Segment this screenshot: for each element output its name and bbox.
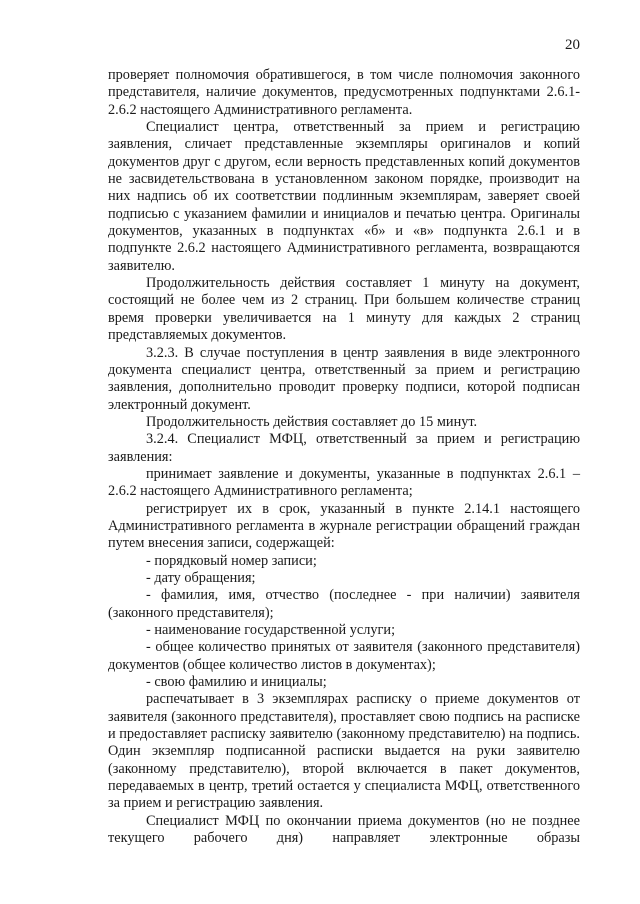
paragraph: принимает заявление и документы, указанные в подпунктах 2.6.1 – 2.6.2 настоящего Административного регламента; xyxy=(108,465,580,500)
paragraph: - дату обращения; xyxy=(146,569,256,586)
paragraph: - общее количество принятых от заявителя (законного представителя) документов (общее количество листов в документах); xyxy=(108,639,580,673)
paragraph: 3.2.4. Специалист МФЦ, ответственный за прием и регистрацию заявления: xyxy=(108,431,580,465)
paragraph: регистрирует их в срок, указанный в пункте 2.14.1 настоящего Административного регламента в журнале регистрации обращений граждан путем внесения записи, содержащей: xyxy=(108,500,580,552)
paragraph: 3.2.3. В случае поступления в центр заявления в виде электронного документа специалист центра, ответственный за прием и регистрацию заявления, дополнительно проводит проверку подписи, которой подписан электронный документ. xyxy=(108,344,580,413)
paragraph: распечатывает в 3 экземплярах расписку о приеме документов от заявителя (законного представителя), проставляет свою подпись на расписке и предоставляет расписку заявителю (законному представителю) на подпись. Один экземпляр подписанной расписки выдается на руки заявителю (законному представителю), второй включается в пакет документов, передаваемых в центр, третий остается у специалиста МФЦ, ответственного за прием и регистрацию заявления. xyxy=(108,691,580,812)
paragraph: Специалист МФЦ по окончании приема документов (но не позднее текущего рабочего дня) направляет электронные образы xyxy=(108,812,580,847)
paragraph: - наименование государственной услуги; xyxy=(146,622,396,638)
document-body xyxy=(108,67,580,847)
paragraph: - фамилия, имя, отчество (последнее - при наличии) заявителя (законного представителя); xyxy=(108,587,580,621)
paragraph: проверяет полномочия обратившегося, в том числе полномочия законного представителя, наличие документов, предусмотренных подпунктами 2.6.1-2.6.2 настоящего Административного регламента. xyxy=(108,67,580,118)
page-number: 20 xyxy=(565,37,580,53)
paragraph: Продолжительность действия составляет 1 минуту на документ, состоящий не более чем из 2 страниц. При большем количестве страниц время проверки увеличивается на 1 минуту для каждых 2 страниц представляемых документов. xyxy=(108,275,580,344)
paragraph: - порядковый номер записи; xyxy=(146,552,317,569)
paragraph: Продолжительность действия составляет до 15 минут. xyxy=(146,413,478,430)
paragraph: Специалист центра, ответственный за прием и регистрацию заявления, сличает представленные экземпляры оригиналов и копий документов друг с другом, если верность представленных копий документов не засвидетельствована в установленном законом порядке, производит на них надпись об их соответствии подлинным экземплярам, заверяет своей подписью с указанием фамилии и инициалов и печатью центра. Оригиналы документов, указанных в подпунктах «б» и «в» подпункта 2.6.1 и в подпункте 2.6.2 настоящего Административного регламента, возвращаются заявителю. xyxy=(108,119,580,274)
paragraph: - свою фамилию и инициалы; xyxy=(146,674,327,691)
